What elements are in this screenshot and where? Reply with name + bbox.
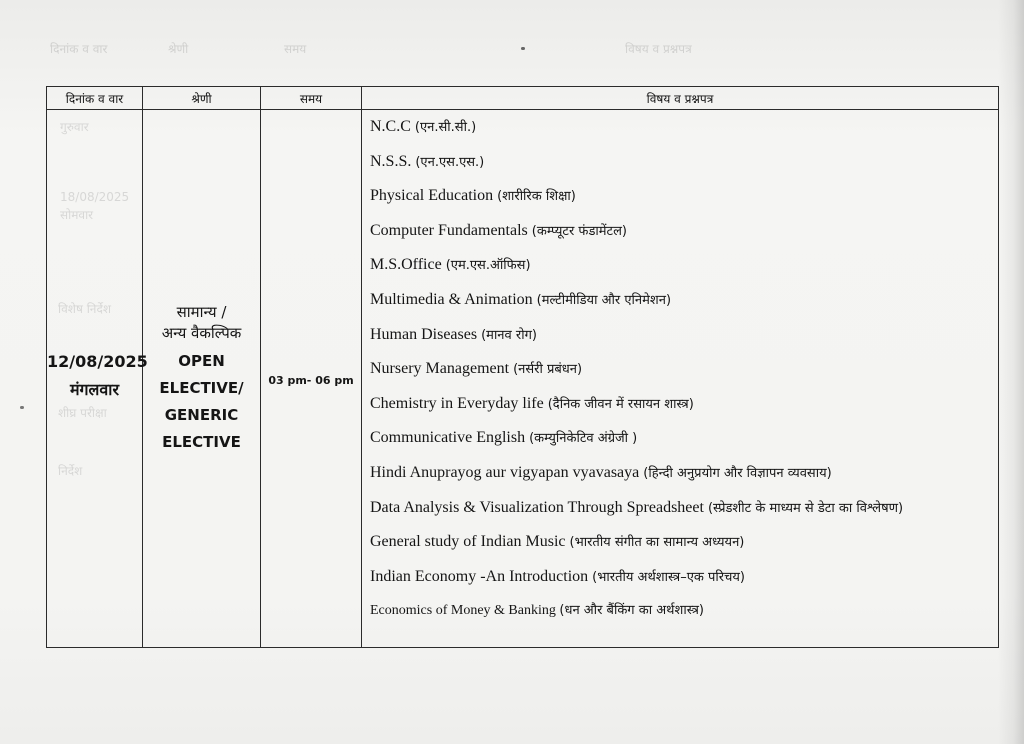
subject-hindi: (स्प्रेडशीट के माध्यम से डेटा का विश्लेषण)	[707, 500, 904, 516]
subject-cell	[362, 110, 999, 648]
table-header-row	[47, 87, 999, 110]
header-category: श्रेणी	[143, 87, 261, 110]
subject-english: General study of Indian Music	[370, 533, 566, 551]
ink-speck	[20, 406, 24, 409]
subject-english: Multimedia & Animation	[370, 290, 533, 308]
ghost-line: सोमवार	[60, 208, 94, 222]
subject-item	[370, 283, 988, 318]
subject-hindi: (शारीरिक शिक्षा)	[497, 189, 576, 205]
subject-hindi: (एन.सी.सी.)	[414, 120, 477, 135]
subject-item	[370, 456, 988, 491]
subject-hindi: (एन.एस.एस.)	[415, 154, 485, 170]
ink-speck	[521, 47, 525, 50]
subject-english: N.C.C	[370, 118, 411, 135]
subject-hindi: (भारतीय संगीत का सामान्य अध्ययन)	[569, 535, 745, 551]
subject-hindi: (नर्सरी प्रबंधन)	[513, 362, 583, 378]
subject-item	[370, 525, 988, 560]
subject-english: Human Diseases	[370, 325, 478, 343]
category-hindi: सामान्य /	[176, 302, 227, 321]
category-cell	[143, 110, 261, 648]
subject-item	[370, 110, 988, 145]
subject-hindi: (धन और बैंकिंग का अर्थशास्त्र)	[559, 603, 704, 619]
ghost-line: निर्देश	[58, 464, 83, 478]
subject-hindi: (कम्प्यूटर फंडामेंटल)	[531, 223, 627, 239]
subject-hindi: (मानव रोग)	[481, 327, 537, 343]
subject-english: Physical Education	[370, 187, 494, 205]
category-english: OPEN	[178, 351, 225, 370]
subject-english: M.S.Office	[370, 256, 442, 274]
subject-item	[370, 352, 988, 387]
table-row	[47, 110, 999, 648]
subject-item	[370, 318, 988, 353]
subject-item	[370, 387, 988, 422]
subject-item	[370, 491, 988, 526]
category-hindi: अन्य वैकल्पिक	[161, 323, 242, 342]
subject-english: N.S.S.	[370, 152, 412, 170]
exam-date: 12/08/2025	[47, 351, 148, 371]
ghost-line: 18/08/2025	[60, 190, 130, 204]
subject-hindi: (दैनिक जीवन में रसायन शास्त्र)	[547, 396, 694, 412]
subject-item	[370, 594, 988, 628]
subject-item	[370, 145, 988, 180]
subject-english: Computer Fundamentals	[370, 221, 528, 239]
time-cell	[261, 110, 362, 648]
date-cell	[47, 110, 148, 648]
bleed-through-header	[40, 40, 940, 60]
ghost-label: विषय व प्रश्नपत्र	[625, 42, 692, 56]
ghost-label: दिनांक व वार	[50, 42, 108, 56]
category-english: GENERIC	[164, 405, 239, 424]
ghost-line: गुरुवार	[60, 120, 89, 134]
subject-english: Hindi Anuprayog aur vigyapan vyavasaya	[370, 463, 640, 481]
exam-schedule-table	[46, 86, 999, 648]
subject-item	[370, 248, 988, 283]
subject-list	[362, 110, 998, 628]
subject-english: Nursery Management	[370, 360, 510, 378]
subject-hindi: (एम.एस.ऑफिस)	[445, 258, 531, 274]
subject-english: Chemistry in Everyday life	[370, 394, 544, 412]
subject-item	[370, 214, 988, 249]
subject-english: Communicative English	[370, 429, 526, 447]
header-time: समय	[261, 87, 362, 110]
exam-day: मंगलवार	[69, 379, 119, 399]
subject-hindi: (भारतीय अर्थशास्त्र–एक परिचय)	[592, 569, 745, 585]
ghost-label: समय	[284, 42, 307, 56]
header-subject: विषय व प्रश्नपत्र	[362, 87, 999, 110]
subject-hindi: (मल्टीमीडिया और एनिमेशन)	[536, 292, 672, 308]
subject-english: Data Analysis & Visualization Through Spreadsheet	[370, 498, 704, 516]
paper-edge-shadow	[998, 0, 1024, 744]
ghost-line: शीघ्र परीक्षा	[58, 406, 107, 420]
header-date-day: दिनांक व वार	[47, 87, 143, 110]
subject-english: Economics of Money & Banking	[370, 603, 556, 619]
ghost-label: श्रेणी	[168, 42, 189, 56]
subject-item	[370, 179, 988, 214]
subject-item	[370, 421, 988, 456]
subject-english: Indian Economy -An Introduction	[370, 567, 589, 585]
category-english: ELECTIVE	[162, 432, 241, 451]
subject-hindi: (कम्युनिकेटिव अंग्रेजी )	[529, 431, 638, 447]
subject-hindi: (हिन्दी अनुप्रयोग और विज्ञापन व्यवसाय)	[643, 465, 832, 481]
exam-time: 03 pm- 06 pm	[268, 374, 354, 387]
ghost-line: विशेष निर्देश	[58, 302, 111, 316]
subject-item	[370, 560, 988, 595]
category-english: ELECTIVE/	[159, 378, 244, 397]
